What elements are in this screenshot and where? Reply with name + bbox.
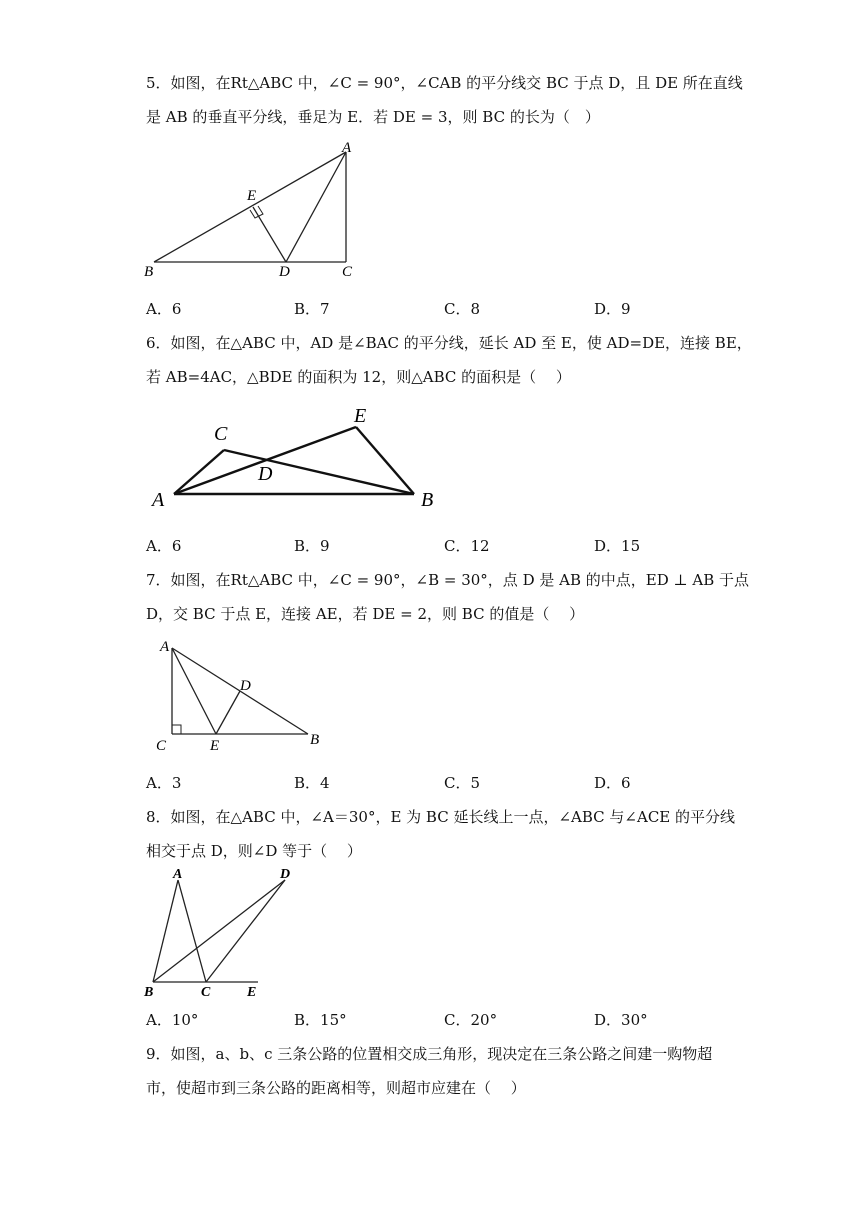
- q6-label-e: E: [354, 405, 367, 427]
- q7-label-b: B: [310, 732, 320, 748]
- q5-label-b: B: [144, 264, 154, 280]
- q5-segment-ba: [154, 152, 346, 262]
- q7-label-c: C: [156, 738, 167, 754]
- q6-option-c[interactable]: C．12: [444, 537, 490, 555]
- q7-option-a[interactable]: A．3: [146, 774, 182, 792]
- q7-label-e: E: [210, 738, 220, 754]
- q5-option-c[interactable]: C．8: [444, 300, 481, 318]
- q6-label-a: A: [152, 489, 165, 511]
- q9-text-line1: 9．如图，a、b、c 三条公路的位置相交成三角形，现决定在三条公路之间建一购物超: [146, 1045, 713, 1063]
- q5-label-c: C: [342, 264, 353, 280]
- q5-option-a[interactable]: A．6: [146, 300, 182, 318]
- q8-text-line1: 8．如图，在△ABC 中，∠A＝30°，E 为 BC 延长线上一点，∠ABC 与∠ACE 的平分线: [146, 808, 736, 826]
- q6-label-d: D: [258, 463, 273, 485]
- q5-figure: [140, 138, 370, 282]
- q6-text-line1: 6．如图，在△ABC 中，AD 是∠BAC 的平分线，延长 AD 至 E，使 AD=DE，连接 BE，: [146, 334, 752, 352]
- q6-segment-ac: [174, 450, 224, 494]
- q7-text-line2: D，交 BC 于点 E，连接 AE，若 DE = 2，则 BC 的值是（ ）: [146, 605, 585, 623]
- q8-text-line2: 相交于点 D，则∠D 等于（ ）: [146, 842, 362, 860]
- q7-text-line1: 7．如图，在Rt△ABC 中，∠C = 90°，∠B = 30°，点 D 是 AB 的中点，ED ⊥ AB 于点: [146, 571, 749, 589]
- q8-segment-ba: [153, 880, 178, 982]
- q5-text-line1: 5．如图，在Rt△ABC 中，∠C = 90°，∠CAB 的平分线交 BC 于点 D，且 DE 所在直线: [146, 74, 743, 92]
- q8-segment-cd: [206, 880, 285, 982]
- q8-figure: [140, 862, 300, 1002]
- q7-label-a: A: [160, 639, 170, 655]
- q8-label-c: C: [201, 985, 211, 1000]
- q9-text-line2: 市，使超市到三条公路的距离相等，则超市应建在（ ）: [146, 1079, 526, 1097]
- q5-option-d[interactable]: D．9: [594, 300, 631, 318]
- q6-segment-cb: [224, 450, 414, 494]
- q5-text-line2: 是 AB 的垂直平分线，垂足为 E．若 DE = 3，则 BC 的长为（ ）: [146, 108, 600, 126]
- q7-option-d[interactable]: D．6: [594, 774, 631, 792]
- q6-label-b: B: [421, 489, 434, 511]
- q6-figure: [146, 400, 446, 512]
- q5-label-e: E: [247, 188, 257, 204]
- q5-option-b[interactable]: B．7: [294, 300, 330, 318]
- q8-label-d: D: [280, 867, 291, 882]
- q8-segment-ac: [178, 880, 206, 982]
- q7-segment-ed: [216, 691, 240, 734]
- q8-label-e: E: [247, 985, 257, 1000]
- q7-option-b[interactable]: B．4: [294, 774, 330, 792]
- q8-option-b[interactable]: B．15°: [294, 1011, 347, 1029]
- q5-label-a: A: [342, 140, 352, 156]
- q6-option-a[interactable]: A．6: [146, 537, 182, 555]
- q7-right-angle-mark: [172, 725, 181, 734]
- q8-segment-bd: [153, 880, 285, 982]
- q6-text-line2: 若 AB=4AC，△BDE 的面积为 12，则△ABC 的面积是（ ）: [146, 368, 571, 386]
- q6-option-b[interactable]: B．9: [294, 537, 330, 555]
- q6-label-c: C: [214, 423, 228, 445]
- q6-segment-eb: [356, 427, 414, 494]
- q8-option-a[interactable]: A．10°: [146, 1011, 199, 1029]
- q5-label-d: D: [279, 264, 290, 280]
- q6-option-d[interactable]: D．15: [594, 537, 641, 555]
- q7-figure: [150, 634, 330, 754]
- q7-label-d: D: [240, 678, 251, 694]
- q7-segment-ae: [172, 648, 216, 734]
- q8-label-b: B: [144, 985, 154, 1000]
- q8-option-c[interactable]: C．20°: [444, 1011, 498, 1029]
- q8-option-d[interactable]: D．30°: [594, 1011, 648, 1029]
- q7-option-c[interactable]: C．5: [444, 774, 481, 792]
- q5-segment-de: [253, 207, 286, 262]
- q8-label-a: A: [173, 867, 183, 882]
